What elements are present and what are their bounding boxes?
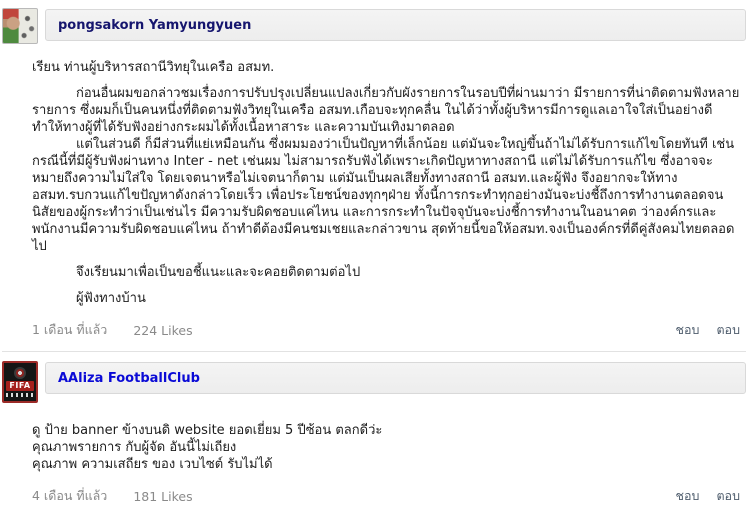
comment-paragraph: แต่ในส่วนดี ก็มีส่วนที่แย่เหมือนกัน ซึ่งผมมองว่าเป็นปัญหาที่เล็กน้อย แต่มันจะใหญ่ขึ้นถ้าไม่ได้รับการแก้ไขโดยทันที เช่นกรณีนี้ที่มีผู้รับฟังผ่านทาง Inter - net เช่นผม ไม่สามารถรับฟังได้เพราะเกิดปัญหาทางสถานี แต่ไม่ได้รับการแก้ไข ซึ่งอาจจะหมายถึงความไม่ใส่ใจ โดยเจตนาหรือไม่เจตนาก็ตาม แต่มันเป็นผลเสียทั้งทางสถานี อสมท.และผู้ฟัง จึงอยากจะให้ทาง อสมท.รบกวนแก้ไขปัญหาดังกล่าวโดยเร็ว เพื่อประโยชน์ของทุกๆฝ่าย ทั้งนี้การกระทำทุกอย่างมันจะบ่งชี้ถึงการทำงานตลอดจนนิสัยของผู้กระทำว่าเป็นเช่นไร มีความรับผิดชอบแค่ไหน และการกระทำในปัจจุบันจะบ่งชี้การทำงานในอนาคต ว่าองค์กรและพนักงานมีความรับผิดชอบแค่ไหน ถ้าทำดีต้องมีคนชมเชยและกล่าวขาน สุดท้ายนี้ขอให้อสมท.จงเป็นองค์กรที่ดีคู่สังคมไทยตลอดไป bbox=[32, 137, 735, 254]
comment-header bbox=[2, 8, 746, 44]
comment-meta-row bbox=[32, 320, 740, 340]
fifa-logo-strip bbox=[6, 393, 34, 397]
author-name-bar bbox=[45, 9, 746, 41]
comment-paragraph: ก่อนอื่นผมขอกล่าวชมเรื่องการปรับปรุงเปลี่ยนแปลงเกี่ยวกับผังรายการในรอบปีที่ผ่านมาว่า มีรายการที่น่าติดตามฟังหลายรายการ ซึ่งผมก็เป็นคนหนึ่งที่ติดตามฟังวิทยุในเครือ อสมท.เกือบจะทุกคลื่น ในได้ว่าทั้งผู้บริหารมีการดูแลเอาใจใส่เป็นอย่างดี ทำให้ทางผู้ที่ได้รับฟังอย่างกระผมได้ทั้งเนื้อหาสาระ และความบันเทิงมาตลอด bbox=[32, 86, 740, 135]
comment-body bbox=[32, 422, 741, 473]
comment-paragraph: เรียน ท่านผู้บริหารสถานีวิทยุในเครือ อสมท. bbox=[32, 60, 275, 75]
comment-item bbox=[2, 8, 746, 340]
comment-paragraph: คุณภาพรายการ กับผู้จัด อันนี้ไม่เถียง bbox=[32, 440, 237, 455]
reply-button[interactable]: ตอบ bbox=[716, 488, 740, 503]
like-button[interactable]: ชอบ bbox=[675, 488, 700, 503]
comment-actions bbox=[676, 486, 741, 506]
likes-count: 181 Likes bbox=[133, 488, 193, 504]
comment-paragraph: จึงเรียนมาเพื่อเป็นขอชี้แนะและจะคอยติดตามต่อไป bbox=[76, 265, 361, 280]
user-avatar-fifa-logo[interactable] bbox=[2, 361, 38, 403]
author-name-link[interactable]: AAliza FootballClub bbox=[58, 370, 200, 386]
author-name-bar bbox=[45, 362, 746, 394]
comment-actions bbox=[676, 320, 741, 340]
comment-paragraph: คุณภาพ ความเสถียร ของ เวบไซต์ รับไม่ได้ bbox=[32, 457, 273, 472]
author-name-link[interactable]: pongsakorn Yamyungyuen bbox=[58, 17, 252, 33]
fifa-logo-text: FIFA bbox=[6, 381, 33, 391]
comment-paragraph: ดู ป้าย banner ข้างบนดิ website ยอดเยี่ยม 5 ปีซ้อน ตลกดีว่ะ bbox=[32, 423, 383, 438]
comment-timestamp: 4 เดือน ที่แล้ว bbox=[32, 488, 108, 503]
comment-paragraph: ผู้ฟังทางบ้าน bbox=[76, 291, 146, 306]
reply-button[interactable]: ตอบ bbox=[716, 322, 740, 337]
user-avatar[interactable] bbox=[2, 8, 38, 44]
comment-timestamp: 1 เดือน ที่แล้ว bbox=[32, 322, 108, 337]
like-button[interactable]: ชอบ bbox=[675, 322, 700, 337]
comment-divider bbox=[2, 351, 746, 352]
fifa-emblem-icon bbox=[14, 367, 26, 379]
comment-body bbox=[32, 59, 741, 307]
likes-count: 224 Likes bbox=[133, 322, 193, 338]
comment-meta-row bbox=[32, 486, 740, 506]
comment-item bbox=[2, 361, 746, 516]
comment-header bbox=[2, 361, 746, 403]
